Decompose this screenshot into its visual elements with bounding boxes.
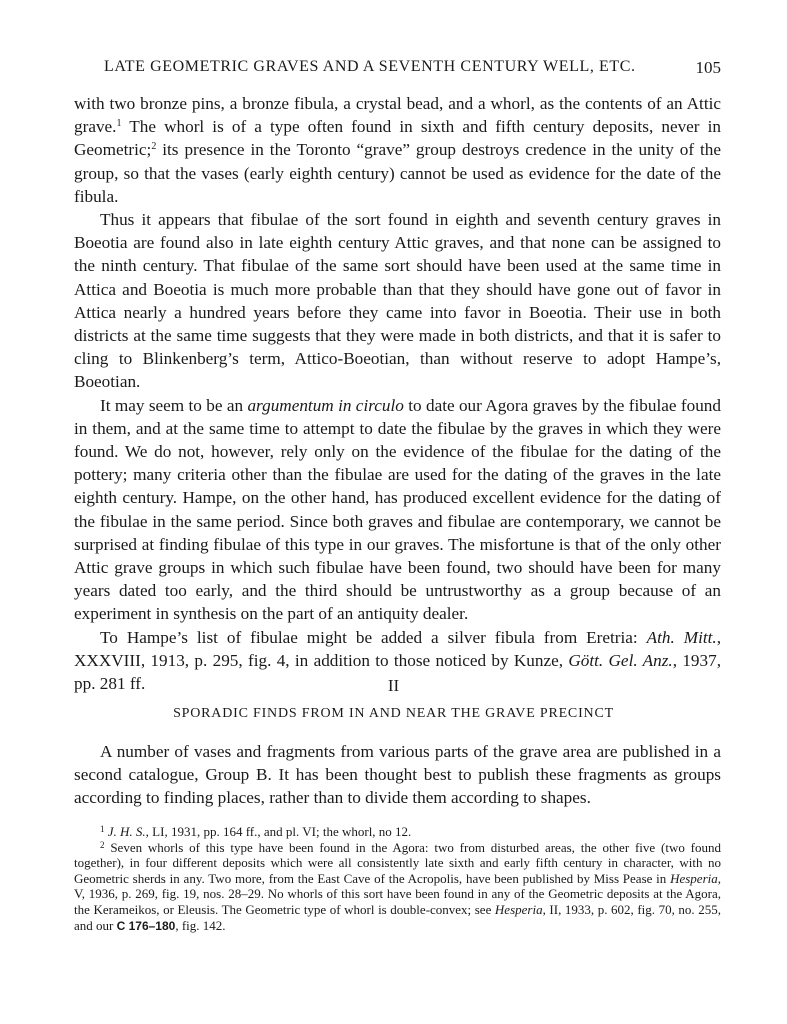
footnote-ref-2: 2 [151, 141, 157, 153]
page-header [0, 58, 787, 84]
footnote-ref-1: 1 [116, 118, 122, 130]
section-number: II [387, 676, 400, 695]
section-paragraph: A number of vases and fragments from various parts of the grave area are published in a second catalogue, Group B. It has been thought best to publish these fragments as groups according to finding places, rather than to divide them according to shapes. [74, 742, 721, 808]
paragraph-2: Thus it appears that fibulae of the sort found in eighth and seventh century graves in Boeotia are found also in late eighth century Attic graves, and that none can be assigned to the ninth century. That fibulae of the same sort should have been used at the same time in Attica and Boeotia is much more probable than that they should have gone out of favor in Attica nearly a hundred years before they came into favor in Boeotia. Their use in both districts at the same time suggests that they were made in both districts, and that it is safer to cling to Blinkenberg’s term, Attico-Boeotian, than without reserve to adopt Hampe’s, Boeotian. [74, 210, 721, 392]
footnote-2: $^2$ Seven whorls of this type have been found in the Agora: two from disturbed areas, the other five (two found together), in four different deposits which were all consistently late sixth and early fifth century in character, with no Geometric sherds in any. Two more, from the East Cave of the Acropolis, have been published by Miss Pease in Hesperia, V, 1936, p. 269, fig. 19, nos. 28–29. No whorls of this sort have been found in any of the Geometric deposits at the Agora, the Kerameikos, or Eleusis. The Geometric type of whorl is double-convex; see Hesperia, II, 1933, p. 602, fig. 70, no. 255, and our C 176–180, fig. 142. [74, 839, 721, 933]
page-number: 105 [695, 58, 721, 77]
journal-citation-gott: Gött. Gel. Anz. [568, 650, 673, 670]
footnote-1: $^1$ J. H. S., LI, 1931, pp. 164 ff., and pl. VI; the whorl, no 12. [100, 824, 412, 839]
running-title: LATE GEOMETRIC GRAVES AND A SEVENTH CENTURY WELL, ETC. [104, 58, 636, 75]
paragraph-1: with two bronze pins, a bronze fibula, a crystal bead, and a whorl, as the contents of an Attic grave.$^1$ The whorl is of a type often found in sixth and fifth century deposits, never in Geometric;$^2$ its presence in the Toronto “grave” group destroys credence in the unity of the group, so that the vases (early eighth century) cannot be used as evidence for the date of the fibula. [74, 94, 721, 206]
journal-citation-ath-mitt: Ath. Mitt. [646, 627, 717, 647]
main-body [74, 92, 721, 695]
catalogue-reference: C 176–180 [116, 918, 176, 933]
section-title: SPORADIC FINDS FROM IN AND NEAR THE GRAVE PRECINCT [173, 706, 614, 721]
latin-phrase: argumentum in circulo [247, 395, 404, 415]
paragraph-4: To Hampe’s list of fibulae might be added a silver fibula from Eretria: Ath. Mitt., XXXVIII, 1913, p. 295, fig. 4, in addition to those noticed by Kunze, Gött. Gel. Anz., 1937, pp. 281 ff. [74, 627, 721, 694]
footnotes [74, 824, 721, 934]
paragraph-3: It may seem to be an argumentum in circulo to date our Agora graves by the fibulae found in them, and at the same time to attempt to date the fibulae by the graves in which they were found. We do not, however, rely only on the evidence of the fibulae for the dating of the pottery; many criteria other than the fibulae are used for the dating of the graves in the late eighth century. Hampe, on the other hand, has produced excellent evidence for the dating of the fibulae in the same period. Since both graves and fibulae are contemporary, we cannot be surprised at finding fibulae of this type in our graves. The misfortune is that of the only other Attic grave groups in which such fibulae have been found, two should have been for many years dated too early, and the third should be untrustworthy as a group because of an experiment in synthesis on the part of an antiquity dealer. [74, 395, 721, 624]
section-body [74, 740, 721, 810]
